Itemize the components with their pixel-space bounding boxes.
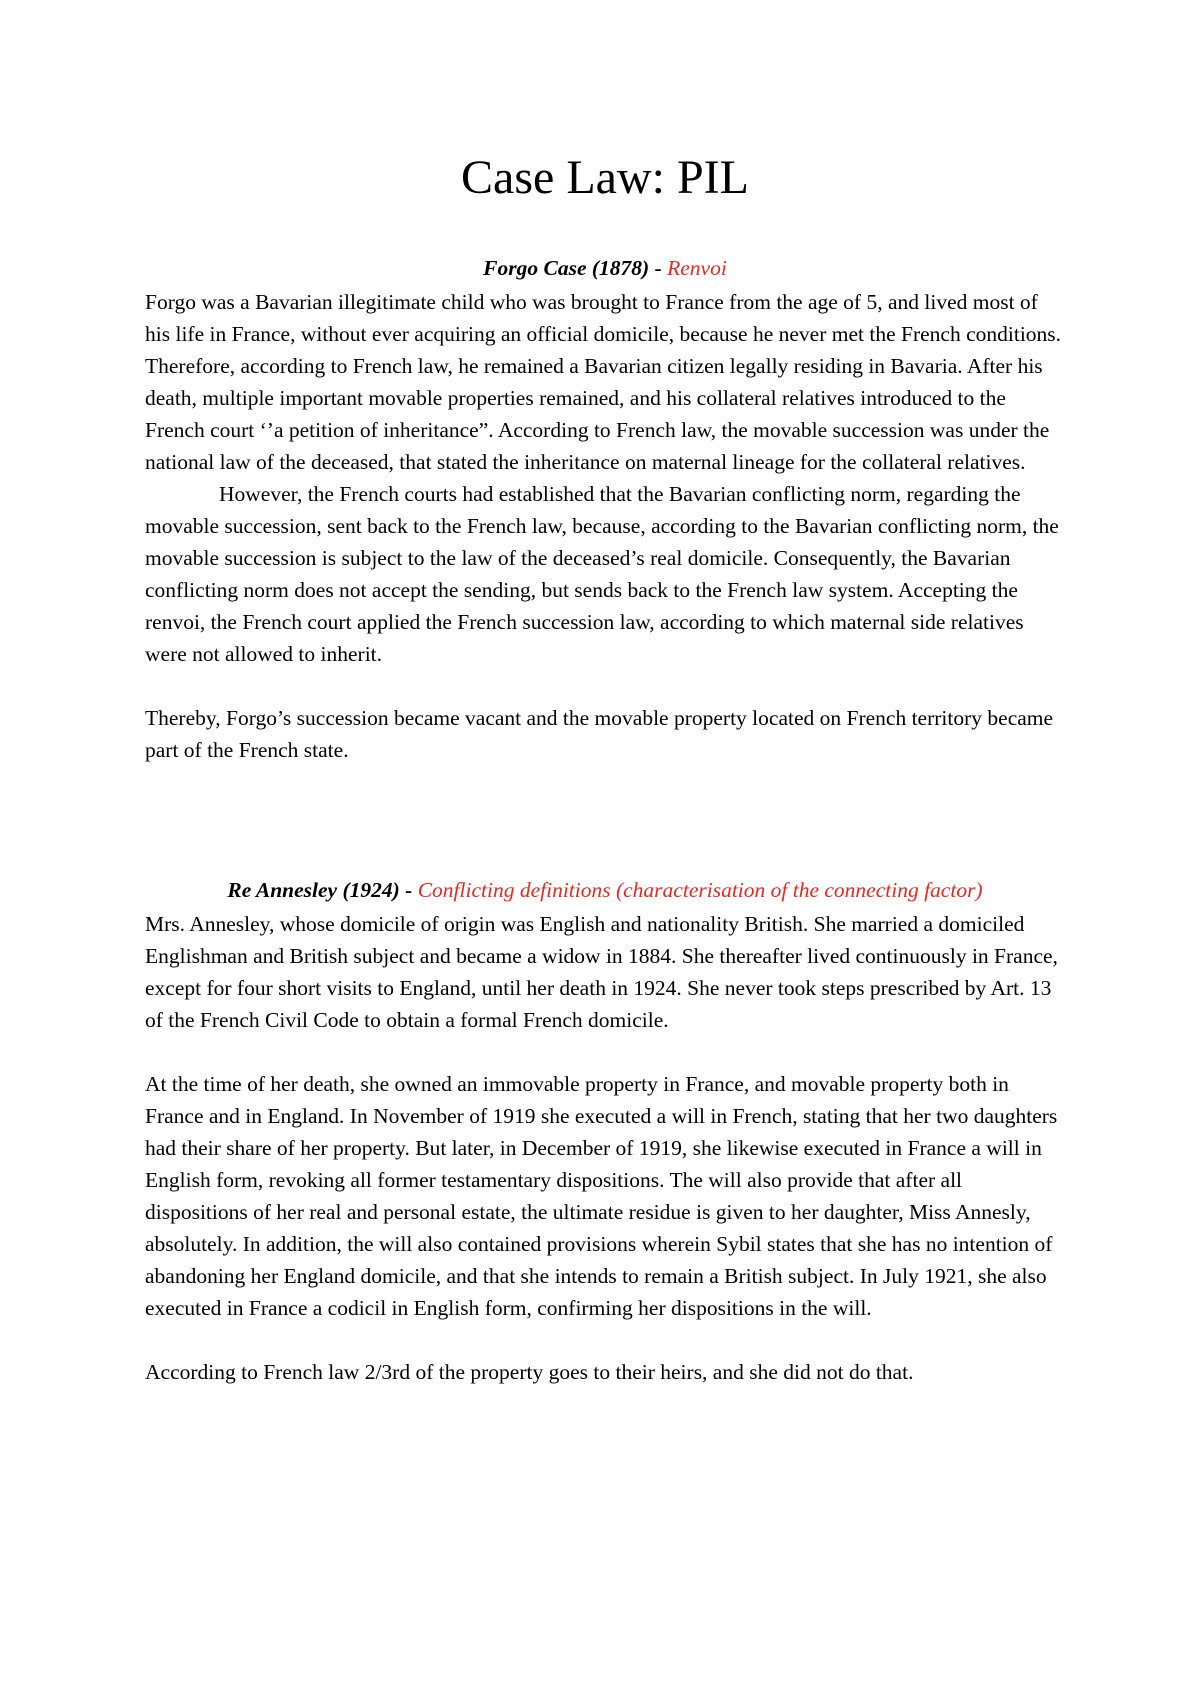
case-separator: - bbox=[649, 256, 668, 280]
case-section-forgo bbox=[145, 250, 1065, 766]
case-name: Forgo Case (1878) bbox=[483, 256, 650, 280]
case-paragraph-text: However, the French courts had established that the Bavarian conflicting norm, regarding the movable succession, sent back to the French law, because, according to the Bavarian conflicting norm, the movable succession is subject to the law of the deceased’s real domicile. Consequently, the Bavarian conflicting norm does not accept the sending, but sends back to the French law system. Accepting the renvoi, the French court applied the French succession law, according to which maternal side relatives were not allowed to inherit. bbox=[145, 482, 1059, 666]
paragraph-gap bbox=[145, 1036, 1065, 1068]
case-paragraph: Mrs. Annesley, whose domicile of origin was English and nationality British. She married a domiciled Englishman and British subject and became a widow in 1884. She thereafter lived continuously in France, except for four short visits to England, until her death in 1924. She never took steps prescribed by Art. 13 of the French Civil Code to obtain a formal French domicile. bbox=[145, 912, 1058, 1032]
case-topic: Renvoi bbox=[667, 256, 727, 280]
paragraph-gap bbox=[145, 670, 1065, 702]
case-name: Re Annesley (1924) bbox=[227, 878, 400, 902]
case-section-annesley bbox=[145, 872, 1065, 1388]
paragraph-gap bbox=[145, 1324, 1065, 1356]
case-heading bbox=[145, 250, 1065, 286]
case-paragraph bbox=[145, 478, 1065, 670]
case-heading bbox=[145, 872, 1065, 908]
page-title: Case Law: PIL bbox=[461, 151, 749, 204]
case-paragraph: At the time of her death, she owned an immovable property in France, and movable property both in France and in England. In November of 1919 she executed a will in French, stating that her two daughters had their share of her property. But later, in December of 1919, she likewise executed in France a will in English form, revoking all former testamentary dispositions. The will also provide that after all dispositions of her real and personal estate, the ultimate residue is given to her daughter, Miss Annesly, absolutely. In addition, the will also contained provisions wherein Sybil states that she has no intention of abandoning her England domicile, and that she intends to remain a British subject. In July 1921, she also executed in France a codicil in English form, confirming her dispositions in the will. bbox=[145, 1072, 1058, 1320]
case-separator: - bbox=[399, 878, 418, 902]
case-paragraph: Forgo was a Bavarian illegitimate child who was brought to France from the age of 5, and lived most of his life in France, without ever acquiring an official domicile, because he never met the French conditions. Therefore, according to French law, he remained a Bavarian citizen legally residing in Bavaria. After his death, multiple important movable properties remained, and his collateral relatives introduced to the French court ‘’a petition of inheritance”. According to French law, the movable succession was under the national law of the deceased, that stated the inheritance on maternal lineage for the collateral relatives. bbox=[145, 290, 1062, 474]
case-paragraph: Thereby, Forgo’s succession became vacant and the movable property located on French territory became part of the French state. bbox=[145, 706, 1054, 762]
case-topic: Conflicting definitions (characterisation of the connecting factor) bbox=[417, 878, 983, 902]
case-paragraph: According to French law 2/3rd of the property goes to their heirs, and she did not do that. bbox=[145, 1360, 914, 1384]
